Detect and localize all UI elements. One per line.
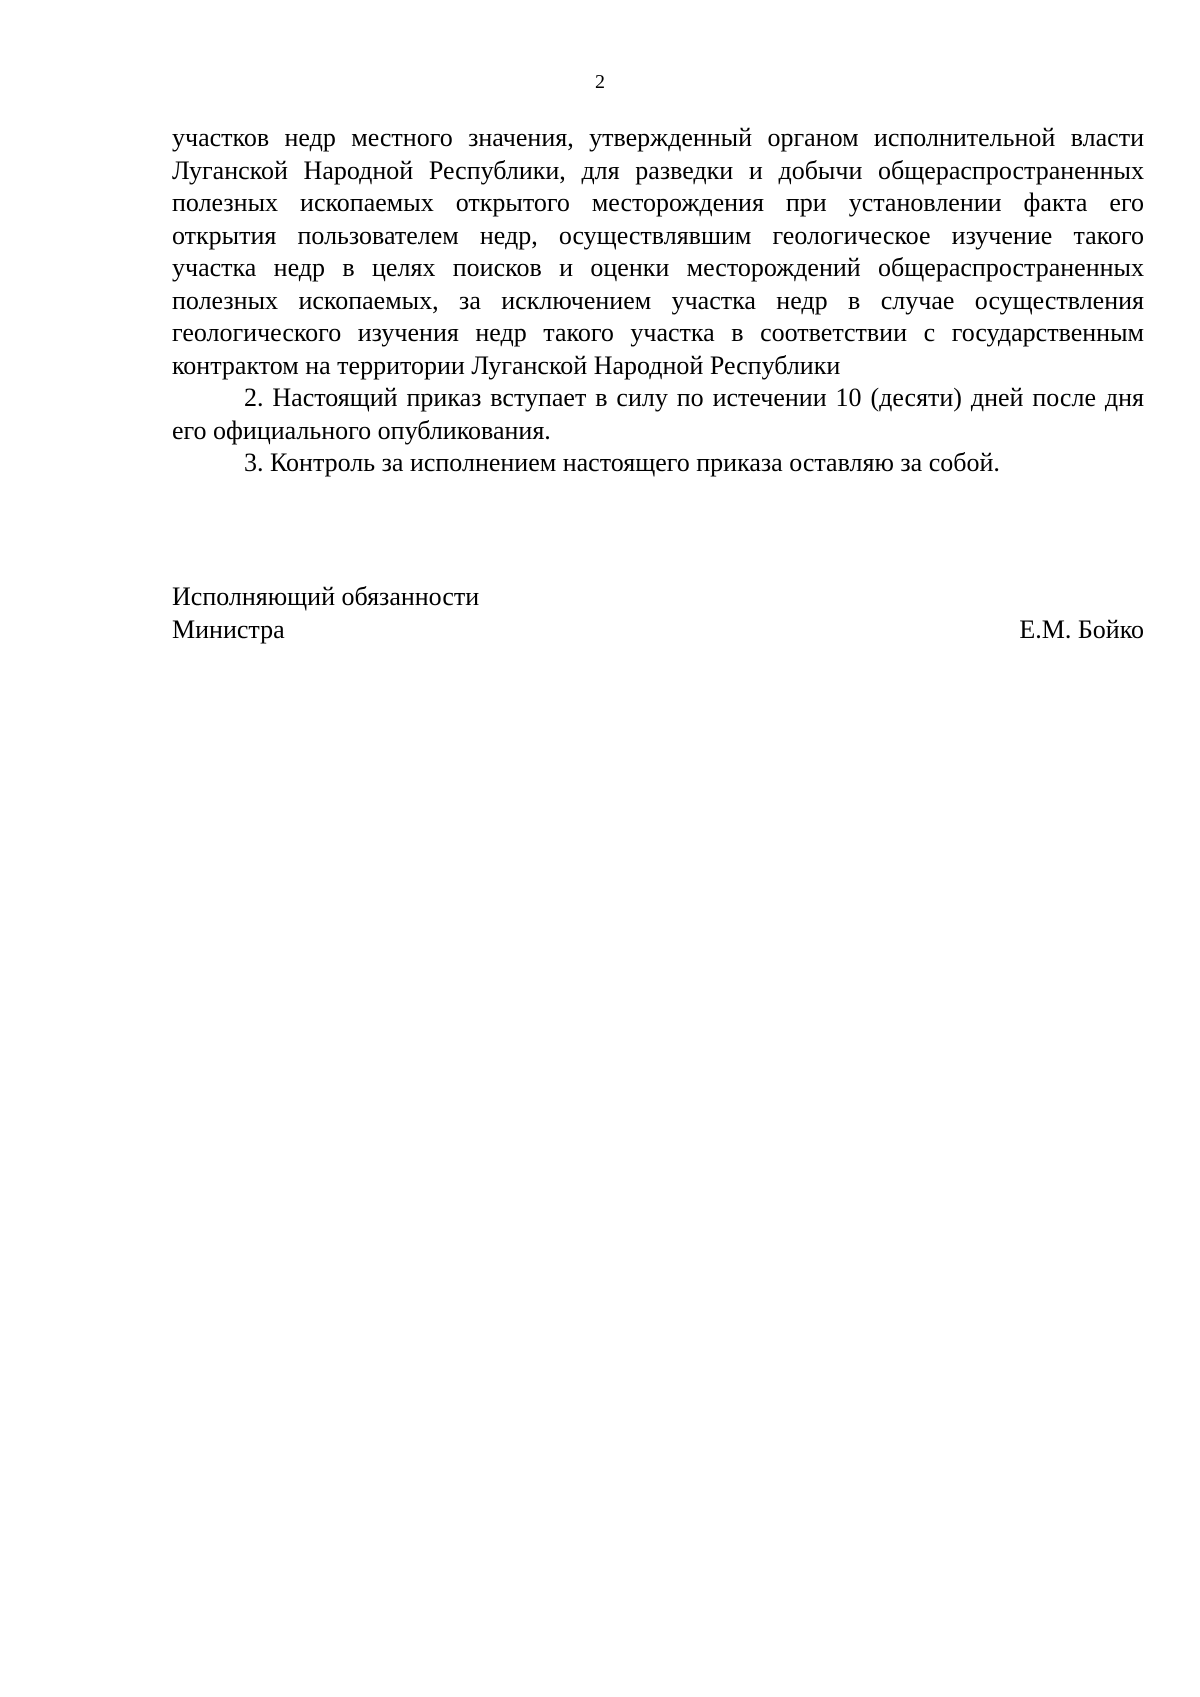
- signatory-title-line1: Исполняющий обязанности: [172, 582, 480, 611]
- signatory-name: Е.М. Бойко: [1019, 614, 1144, 644]
- paragraph-item-3: 3. Контроль за исполнением настоящего приказа оставляю за собой.: [244, 448, 1000, 477]
- paragraph-item-2: 2. Настоящий приказ вступает в силу по истечении 10 (десяти) дней после дня его официального опубликования.: [172, 383, 1144, 445]
- document-body: [172, 122, 1144, 480]
- signatory-row: [172, 614, 1144, 647]
- signatory-title-line2: Министра: [172, 614, 285, 644]
- signature-block: [172, 581, 1144, 646]
- paragraph-continuation: участков недр местного значения, утвержденный органом исполнительной власти Луганской Народной Республики, для разведки и добычи общераспространенных полезных ископаемых открытого месторождения при установлении факта его открытия пользователем недр, осуществлявшим геологическое изучение такого участка недр в целях поисков и оценки месторождений общераспространенных полезных ископаемых, за исключением участка недр в случае осуществления геологического изучения недр такого участка в соответствии с государственным контрактом на территории Луганской Народной Республики: [172, 123, 1144, 380]
- page-number: 2: [595, 71, 605, 93]
